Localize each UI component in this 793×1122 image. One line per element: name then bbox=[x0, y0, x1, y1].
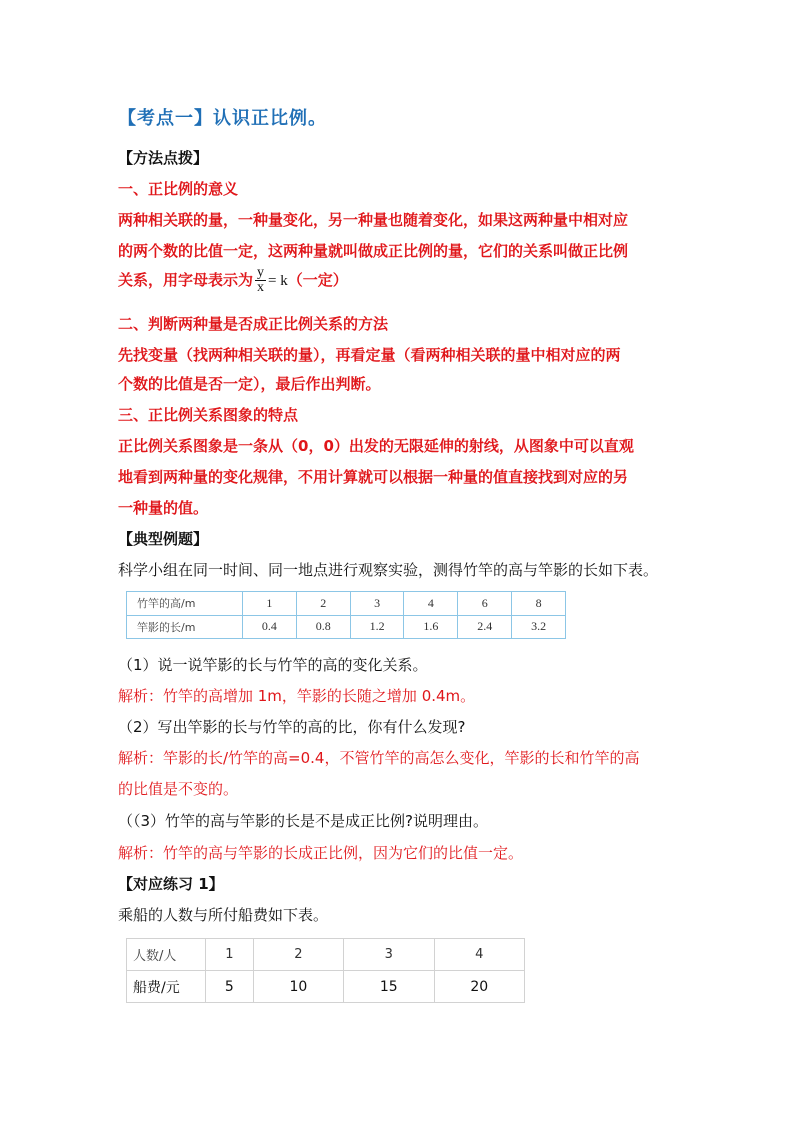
table-cell: 20 bbox=[434, 971, 524, 1003]
table-row bbox=[127, 615, 566, 639]
section1-line2: 的两个数的比值一定，这两种量就叫做成正比例的量，它们的关系叫做正比例 bbox=[118, 242, 629, 260]
row-label: 竿影的长/m bbox=[127, 615, 243, 639]
section1-line1: 两种相关联的量，一种量变化，另一种量也随着变化，如果这两种量中相对应 bbox=[118, 211, 629, 229]
section1-heading: 一、正比例的意义 bbox=[118, 180, 239, 198]
table-row bbox=[127, 592, 566, 616]
table-row bbox=[127, 971, 525, 1003]
table-cell: 1.6 bbox=[404, 615, 458, 639]
answer-3: 解析：竹竿的高与竿影的长成正比例，因为它们的比值一定。 bbox=[118, 844, 524, 862]
table-cell: 1.2 bbox=[350, 615, 404, 639]
table-cell: 4 bbox=[404, 592, 458, 616]
question-1: （1）说一说竿影的长与竹竿的高的变化关系。 bbox=[118, 656, 428, 674]
example-heading: 【典型例题】 bbox=[118, 530, 209, 548]
table-cell: 8 bbox=[512, 592, 566, 616]
table-row bbox=[127, 939, 525, 971]
table-cell: 1 bbox=[243, 592, 297, 616]
section3-line1: 正比例关系图象是一条从（0，0）出发的无限延伸的射线，从图象中可以直观 bbox=[118, 437, 634, 455]
table-cell: 1 bbox=[206, 939, 254, 971]
formula-suffix: （一定） bbox=[287, 271, 348, 289]
table-cell: 3 bbox=[344, 939, 434, 971]
table-cell: 3 bbox=[350, 592, 404, 616]
table-cell: 0.4 bbox=[243, 615, 297, 639]
table-cell: 4 bbox=[434, 939, 524, 971]
table-cell: 2 bbox=[253, 939, 343, 971]
ratio-fraction bbox=[255, 266, 266, 295]
boat-fare-table bbox=[126, 938, 525, 1003]
formula-equals-k: = k bbox=[268, 273, 288, 289]
table-cell: 15 bbox=[344, 971, 434, 1003]
example-intro: 科学小组在同一时间、同一地点进行观察实验，测得竹竿的高与竿影的长如下表。 bbox=[118, 561, 659, 579]
section1-line3 bbox=[118, 266, 348, 295]
bamboo-shadow-table bbox=[126, 591, 566, 639]
fraction-numerator: y bbox=[257, 265, 265, 280]
practice-heading: 【对应练习 1】 bbox=[118, 875, 224, 893]
formula-prefix: 关系，用字母表示为 bbox=[118, 271, 254, 289]
section2-line2: 个数的比值是否一定），最后作出判断。 bbox=[118, 375, 381, 393]
table-cell: 5 bbox=[206, 971, 254, 1003]
answer-2-line2: 的比值是不变的。 bbox=[118, 780, 239, 798]
answer-1: 解析：竹竿的高增加 1m，竿影的长随之增加 0.4m。 bbox=[118, 687, 476, 705]
row-label: 竹竿的高/m bbox=[127, 592, 243, 616]
question-3: （（3）竹竿的高与竿影的长是不是成正比例?说明理由。 bbox=[118, 812, 489, 830]
table-cell: 10 bbox=[253, 971, 343, 1003]
table-cell: 6 bbox=[458, 592, 512, 616]
fraction-denominator: x bbox=[257, 280, 265, 295]
answer-2-line1: 解析：竿影的长/竹竿的高=0.4，不管竹竿的高怎么变化，竿影的长和竹竿的高 bbox=[118, 749, 640, 767]
table-cell: 2.4 bbox=[458, 615, 512, 639]
question-2: （2）写出竿影的长与竹竿的高的比，你有什么发现? bbox=[118, 718, 466, 736]
practice-intro: 乘船的人数与所付船费如下表。 bbox=[118, 906, 329, 924]
table-cell: 2 bbox=[296, 592, 350, 616]
table-cell: 0.8 bbox=[296, 615, 350, 639]
section3-line3: 一种量的值。 bbox=[118, 499, 209, 517]
row-label: 船费/元 bbox=[127, 971, 206, 1003]
page-title: 【考点一】认识正比例。 bbox=[118, 108, 327, 129]
section2-heading: 二、判断两种量是否成正比例关系的方法 bbox=[118, 315, 389, 333]
table-cell: 3.2 bbox=[512, 615, 566, 639]
section2-line1: 先找变量（找两种相关联的量），再看定量（看两种相关联的量中相对应的两 bbox=[118, 346, 621, 364]
method-heading: 【方法点拨】 bbox=[118, 149, 209, 167]
row-label: 人数/人 bbox=[127, 939, 206, 971]
section3-heading: 三、正比例关系图象的特点 bbox=[118, 406, 299, 424]
section3-line2: 地看到两种量的变化规律，不用计算就可以根据一种量的值直接找到对应的另 bbox=[118, 468, 629, 486]
